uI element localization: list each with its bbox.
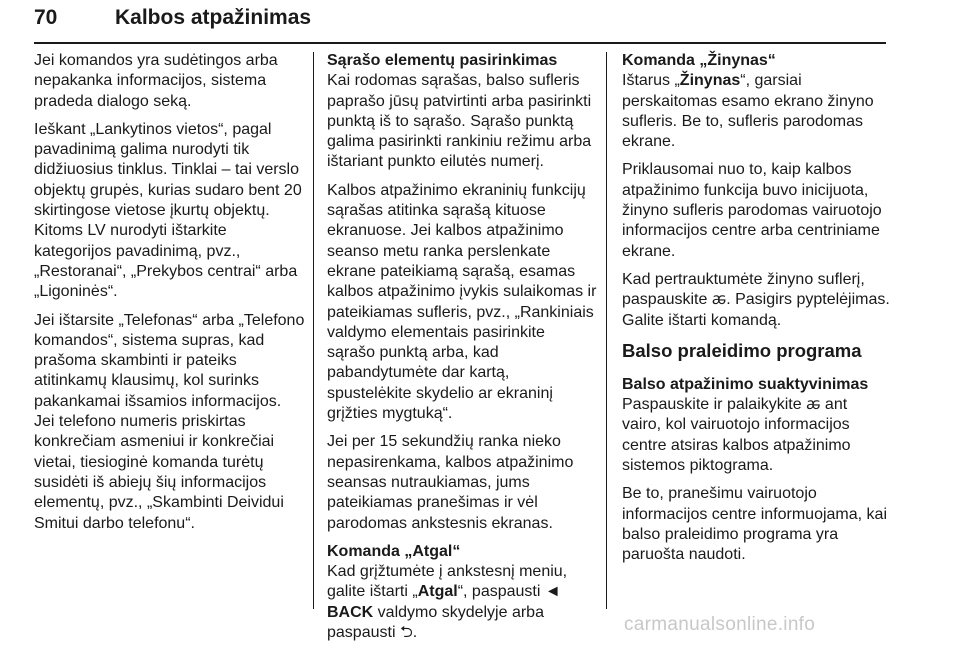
page-number: 70 bbox=[34, 6, 58, 29]
paragraph: Priklausomai nuo to, kaip kalbos atpažinimo funkcija buvo inicijuota, žinyno sufleris parodomas vairuotojo informacijos centre arba centriniame ekrane. bbox=[622, 161, 882, 260]
section-heading: Balso praleidimo programa bbox=[622, 339, 862, 361]
paragraph: Paspauskite ir palaikykite ꬱ ant vairo, kol vairuotojo informacijos centre atsiras kalbos atpažinimo sistemos piktograma. bbox=[622, 396, 851, 475]
page-header bbox=[34, 6, 886, 40]
back-button-label: BACK bbox=[327, 603, 374, 621]
paragraph: Jei per 15 sekundžių ranka nieko nepasirenkama, kalbos atpažinimo seansas nutraukiamas, jums pateikiamas pranešimas ir vėl parodomas ankstesnis ekranas. bbox=[327, 433, 574, 532]
paragraph: Be to, pranešimu vairuotojo informacijos centre informuojama, kai balso praleidimo programa yra paruošta naudoti. bbox=[622, 485, 887, 564]
paragraph: Jei komandos yra sudėtingos arba nepakanka informacijos, sistema pradeda dialogo seką. bbox=[34, 52, 278, 110]
watermark: carmanualsonline.info bbox=[624, 614, 816, 635]
chapter-title: Kalbos atpažinimas bbox=[115, 6, 312, 29]
subheading-activation: Balso atpažinimo suaktyvinimas bbox=[622, 375, 869, 393]
text-run: Kad grįžtumėte į ankstesnį meniu, galite ištarti „ bbox=[327, 563, 568, 601]
text-run: “, garsiai perskaitomas esamo ekrano žinyno sufleris. Be to, sufleris parodomas ekrane. bbox=[622, 72, 874, 151]
column-left bbox=[34, 51, 306, 542]
command-zinynas: Žinynas bbox=[679, 72, 741, 90]
paragraph: Ieškant „Lankytinos vietos“, pagal pavadinimą galima nurodyti tik didžiuosius tinklus. Tinklai – tai verslo objektų grupės, kurias sudaro bent 20 skirtingose vietose įkurtų objektų. Kitoms LV nurodyti ištarkite kategorijos pavadinimą, pvz., „Restoranai“, „Prekybos centrai“ arba „Ligoninės“. bbox=[34, 120, 302, 301]
text-run: Ištarus „ bbox=[622, 72, 680, 90]
paragraph: Kalbos atpažinimo ekraninių funkcijų sąrašas atitinka sąrašą kituose ekranuose. Jei kalbos atpažinimo seanso metu ranka perslenkate ekrane pateikiamą sąrašą, esamas kalbos atpažinimo įvykis sulaikomas ir pateikiamas sufleris, pvz., „Rankiniais valdymo elementais pasirinkite sąrašo punktą arba, kad pabandytumėte dar kartą, spustelėkite skydelio ar ekraninį grįžties mygtuką“. bbox=[327, 181, 597, 423]
column-divider bbox=[606, 52, 607, 609]
subheading-back-command: Komanda „Atgal“ bbox=[327, 542, 461, 560]
column-right bbox=[622, 51, 890, 574]
paragraph bbox=[327, 562, 597, 643]
paragraph: Jei ištarsite „Telefonas“ arba „Telefono komandos“, sistema supras, kad prašoma skambinti ir pateiks atitinkamų klausimų, kol surinks pakankamai išsamios informacijos. Jei telefono numeris priskirtas konkrečiam asmeniui ir konkrečiai vietai, tiesioginė komanda turėtų susidėti iš abiejų šių informacijos elementų, pvz., „Skambinti Deividui Smitui darbo telefonu“. bbox=[34, 311, 305, 532]
paragraph: Kai rodomas sąrašas, balso sufleris paprašo jūsų patvirtinti arba pasirinkti punktą iš to sąrašo. Sąrašo punktą galima pasirinkti rankiniu režimu arba ištariant punkto eilutės numerį. bbox=[327, 72, 592, 171]
column-middle bbox=[327, 51, 597, 651]
paragraph bbox=[622, 71, 890, 152]
paragraph: Kad pertrauktumėte žinyno suflerį, paspauskite ꬱ. Pasigirs pyptelėjimas. Galite ištarti komandą. bbox=[622, 270, 890, 329]
subheading-list-selection: Sąrašo elementų pasirinkimas bbox=[327, 52, 558, 69]
column-divider bbox=[313, 52, 314, 609]
command-atgal: Atgal bbox=[417, 583, 458, 601]
text-run: valdymo skydelyje arba paspausti ⮌. bbox=[327, 603, 544, 642]
text-run: “, paspausti ◄ bbox=[457, 583, 561, 601]
subheading-help-command: Komanda „Žinynas“ bbox=[622, 52, 776, 69]
header-rule bbox=[34, 42, 886, 44]
